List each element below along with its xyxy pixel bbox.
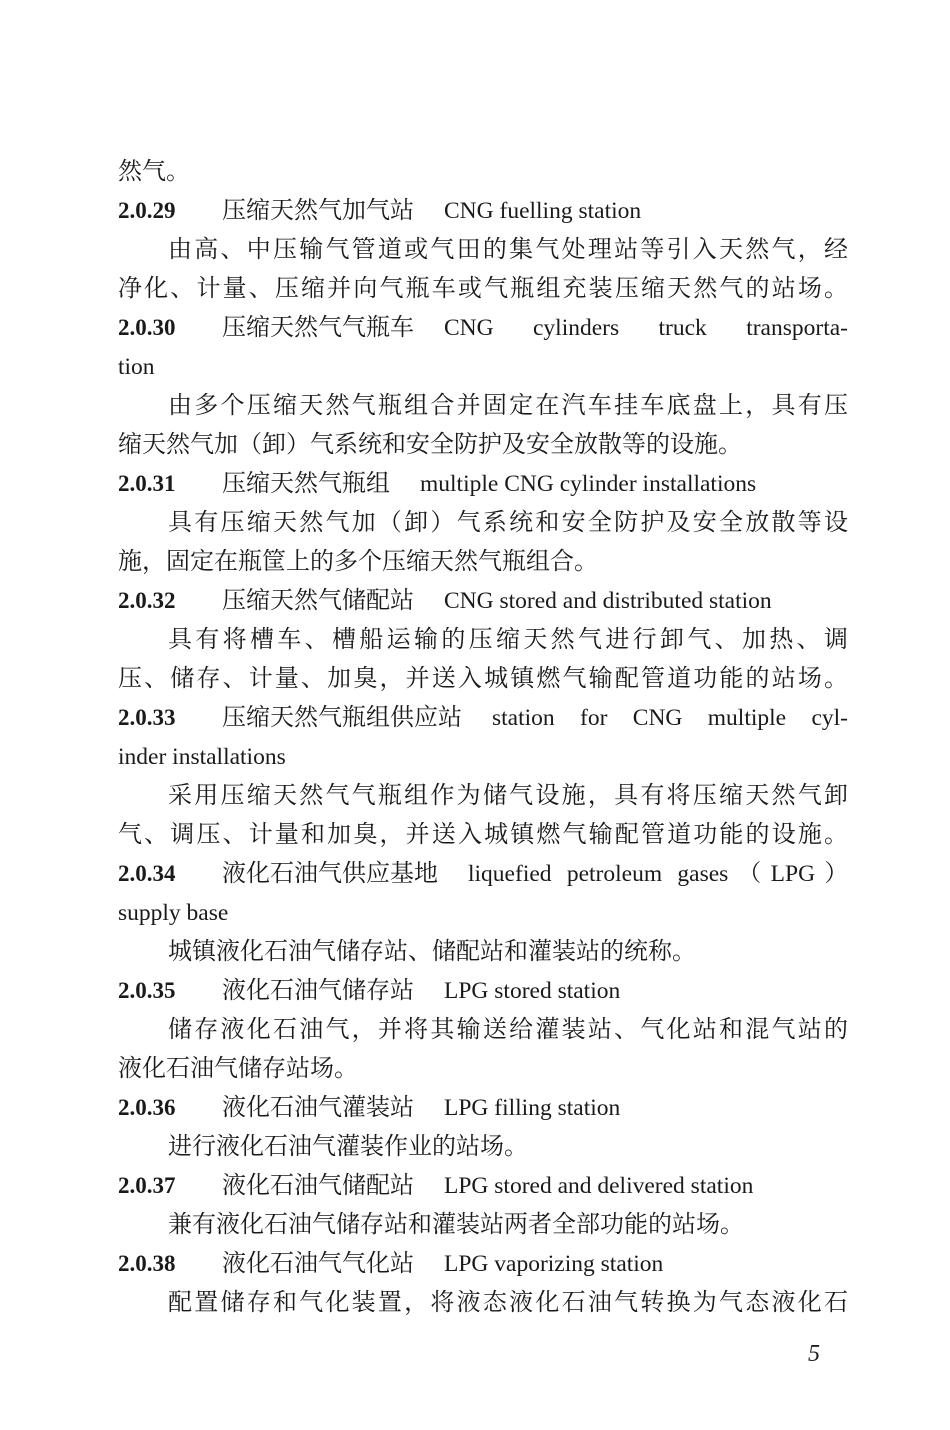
line-text: supply base — [118, 900, 229, 926]
term-heading-2-0-33 — [118, 698, 848, 737]
definition-line: 净化、计量、压缩并向气瓶车或气瓶组充装压缩天然气的站场。 — [118, 274, 848, 302]
definition-line: 缩天然气加（卸）气系统和安全防护及安全放散等的设施。 — [118, 430, 742, 458]
clause-number: 2.0.29 — [118, 198, 176, 223]
definition-line: 采用压缩天然气气瓶组作为储气设施，具有将压缩天然气卸 — [168, 781, 848, 809]
term-english-continued — [118, 893, 848, 932]
term-english: multiple CNG cylinder installations — [420, 471, 757, 497]
term-english-continued — [118, 347, 848, 386]
clause-number: 2.0.31 — [118, 471, 176, 496]
clause-number: 2.0.34 — [118, 861, 176, 886]
clause-number: 2.0.33 — [118, 705, 176, 730]
term-english: LPG stored station — [444, 978, 621, 1004]
clause-number: 2.0.35 — [118, 978, 176, 1003]
line-text: inder installations — [118, 744, 286, 770]
clause-number: 2.0.32 — [118, 588, 176, 613]
term-chinese: 压缩天然气加气站 — [222, 196, 414, 224]
clause-number: 2.0.36 — [118, 1095, 176, 1120]
term-heading-2-0-34 — [118, 854, 848, 893]
line-text: tion — [118, 354, 155, 380]
term-heading-2-0-35 — [118, 971, 848, 1010]
line-text: 然气。 — [118, 157, 190, 185]
term-chinese: 液化石油气储配站 — [222, 1171, 414, 1199]
term-chinese: 液化石油气储存站 — [222, 976, 414, 1004]
definition-line: 压、储存、计量、加臭，并送入城镇燃气输配管道功能的站场。 — [118, 664, 848, 692]
definition-line: 由多个压缩天然气瓶组合并固定在汽车挂车底盘上，具有压 — [168, 391, 848, 419]
definition-line: 进行液化石油气灌装作业的站场。 — [168, 1132, 528, 1160]
term-english: CNG stored and distributed station — [444, 588, 772, 614]
page-number: 5 — [808, 1341, 820, 1367]
term-heading-2-0-36 — [118, 1088, 848, 1127]
term-english: liquefied petroleum gases（LPG） — [468, 861, 848, 887]
definition-line: 兼有液化石油气储存站和灌装站两者全部功能的站场。 — [168, 1210, 744, 1238]
term-chinese: 液化石油气气化站 — [222, 1249, 414, 1277]
definition-line: 具有将槽车、槽船运输的压缩天然气进行卸气、加热、调 — [168, 625, 848, 653]
definition-line: 配置储存和气化装置，将液态液化石油气转换为气态液化石 — [168, 1288, 848, 1316]
definition-line: 由高、中压输气管道或气田的集气处理站等引入天然气，经 — [168, 235, 848, 263]
term-heading-2-0-37 — [118, 1166, 848, 1205]
clause-number: 2.0.37 — [118, 1173, 176, 1198]
clause-number: 2.0.30 — [118, 315, 176, 340]
term-english-continued — [118, 737, 848, 776]
term-english: CNG cylinders truck transporta- — [444, 315, 848, 341]
term-heading-2-0-32 — [118, 581, 848, 620]
term-chinese: 压缩天然气瓶组 — [222, 469, 390, 497]
term-chinese: 压缩天然气储配站 — [222, 586, 414, 614]
term-english: LPG vaporizing station — [444, 1251, 664, 1277]
definition-line: 液化石油气储存站场。 — [118, 1054, 358, 1082]
term-english: station for CNG multiple cyl- — [492, 705, 848, 731]
term-heading-2-0-30 — [118, 308, 848, 347]
term-english: LPG stored and delivered station — [444, 1173, 754, 1199]
term-chinese: 压缩天然气气瓶车 — [222, 313, 414, 341]
term-chinese: 压缩天然气瓶组供应站 — [222, 703, 462, 731]
definition-line: 气、调压、计量和加臭，并送入城镇燃气输配管道功能的设施。 — [118, 820, 848, 848]
term-english: LPG filling station — [444, 1095, 621, 1121]
clause-number: 2.0.38 — [118, 1251, 176, 1276]
term-chinese: 液化石油气供应基地 — [222, 859, 438, 887]
term-heading-2-0-29 — [118, 191, 848, 230]
definition-line: 施，固定在瓶筐上的多个压缩天然气瓶组合。 — [118, 547, 598, 575]
definition-line: 城镇液化石油气储存站、储配站和灌装站的统称。 — [168, 937, 696, 965]
definition-line: 具有压缩天然气加（卸）气系统和安全防护及安全放散等设 — [168, 508, 848, 536]
definition-line: 储存液化石油气，并将其输送给灌装站、气化站和混气站的 — [168, 1015, 848, 1043]
term-chinese: 液化石油气灌装站 — [222, 1093, 414, 1121]
text-line — [118, 152, 848, 191]
term-english: CNG fuelling station — [444, 198, 642, 224]
term-heading-2-0-38 — [118, 1244, 848, 1283]
page-body — [118, 152, 848, 1322]
term-heading-2-0-31 — [118, 464, 848, 503]
